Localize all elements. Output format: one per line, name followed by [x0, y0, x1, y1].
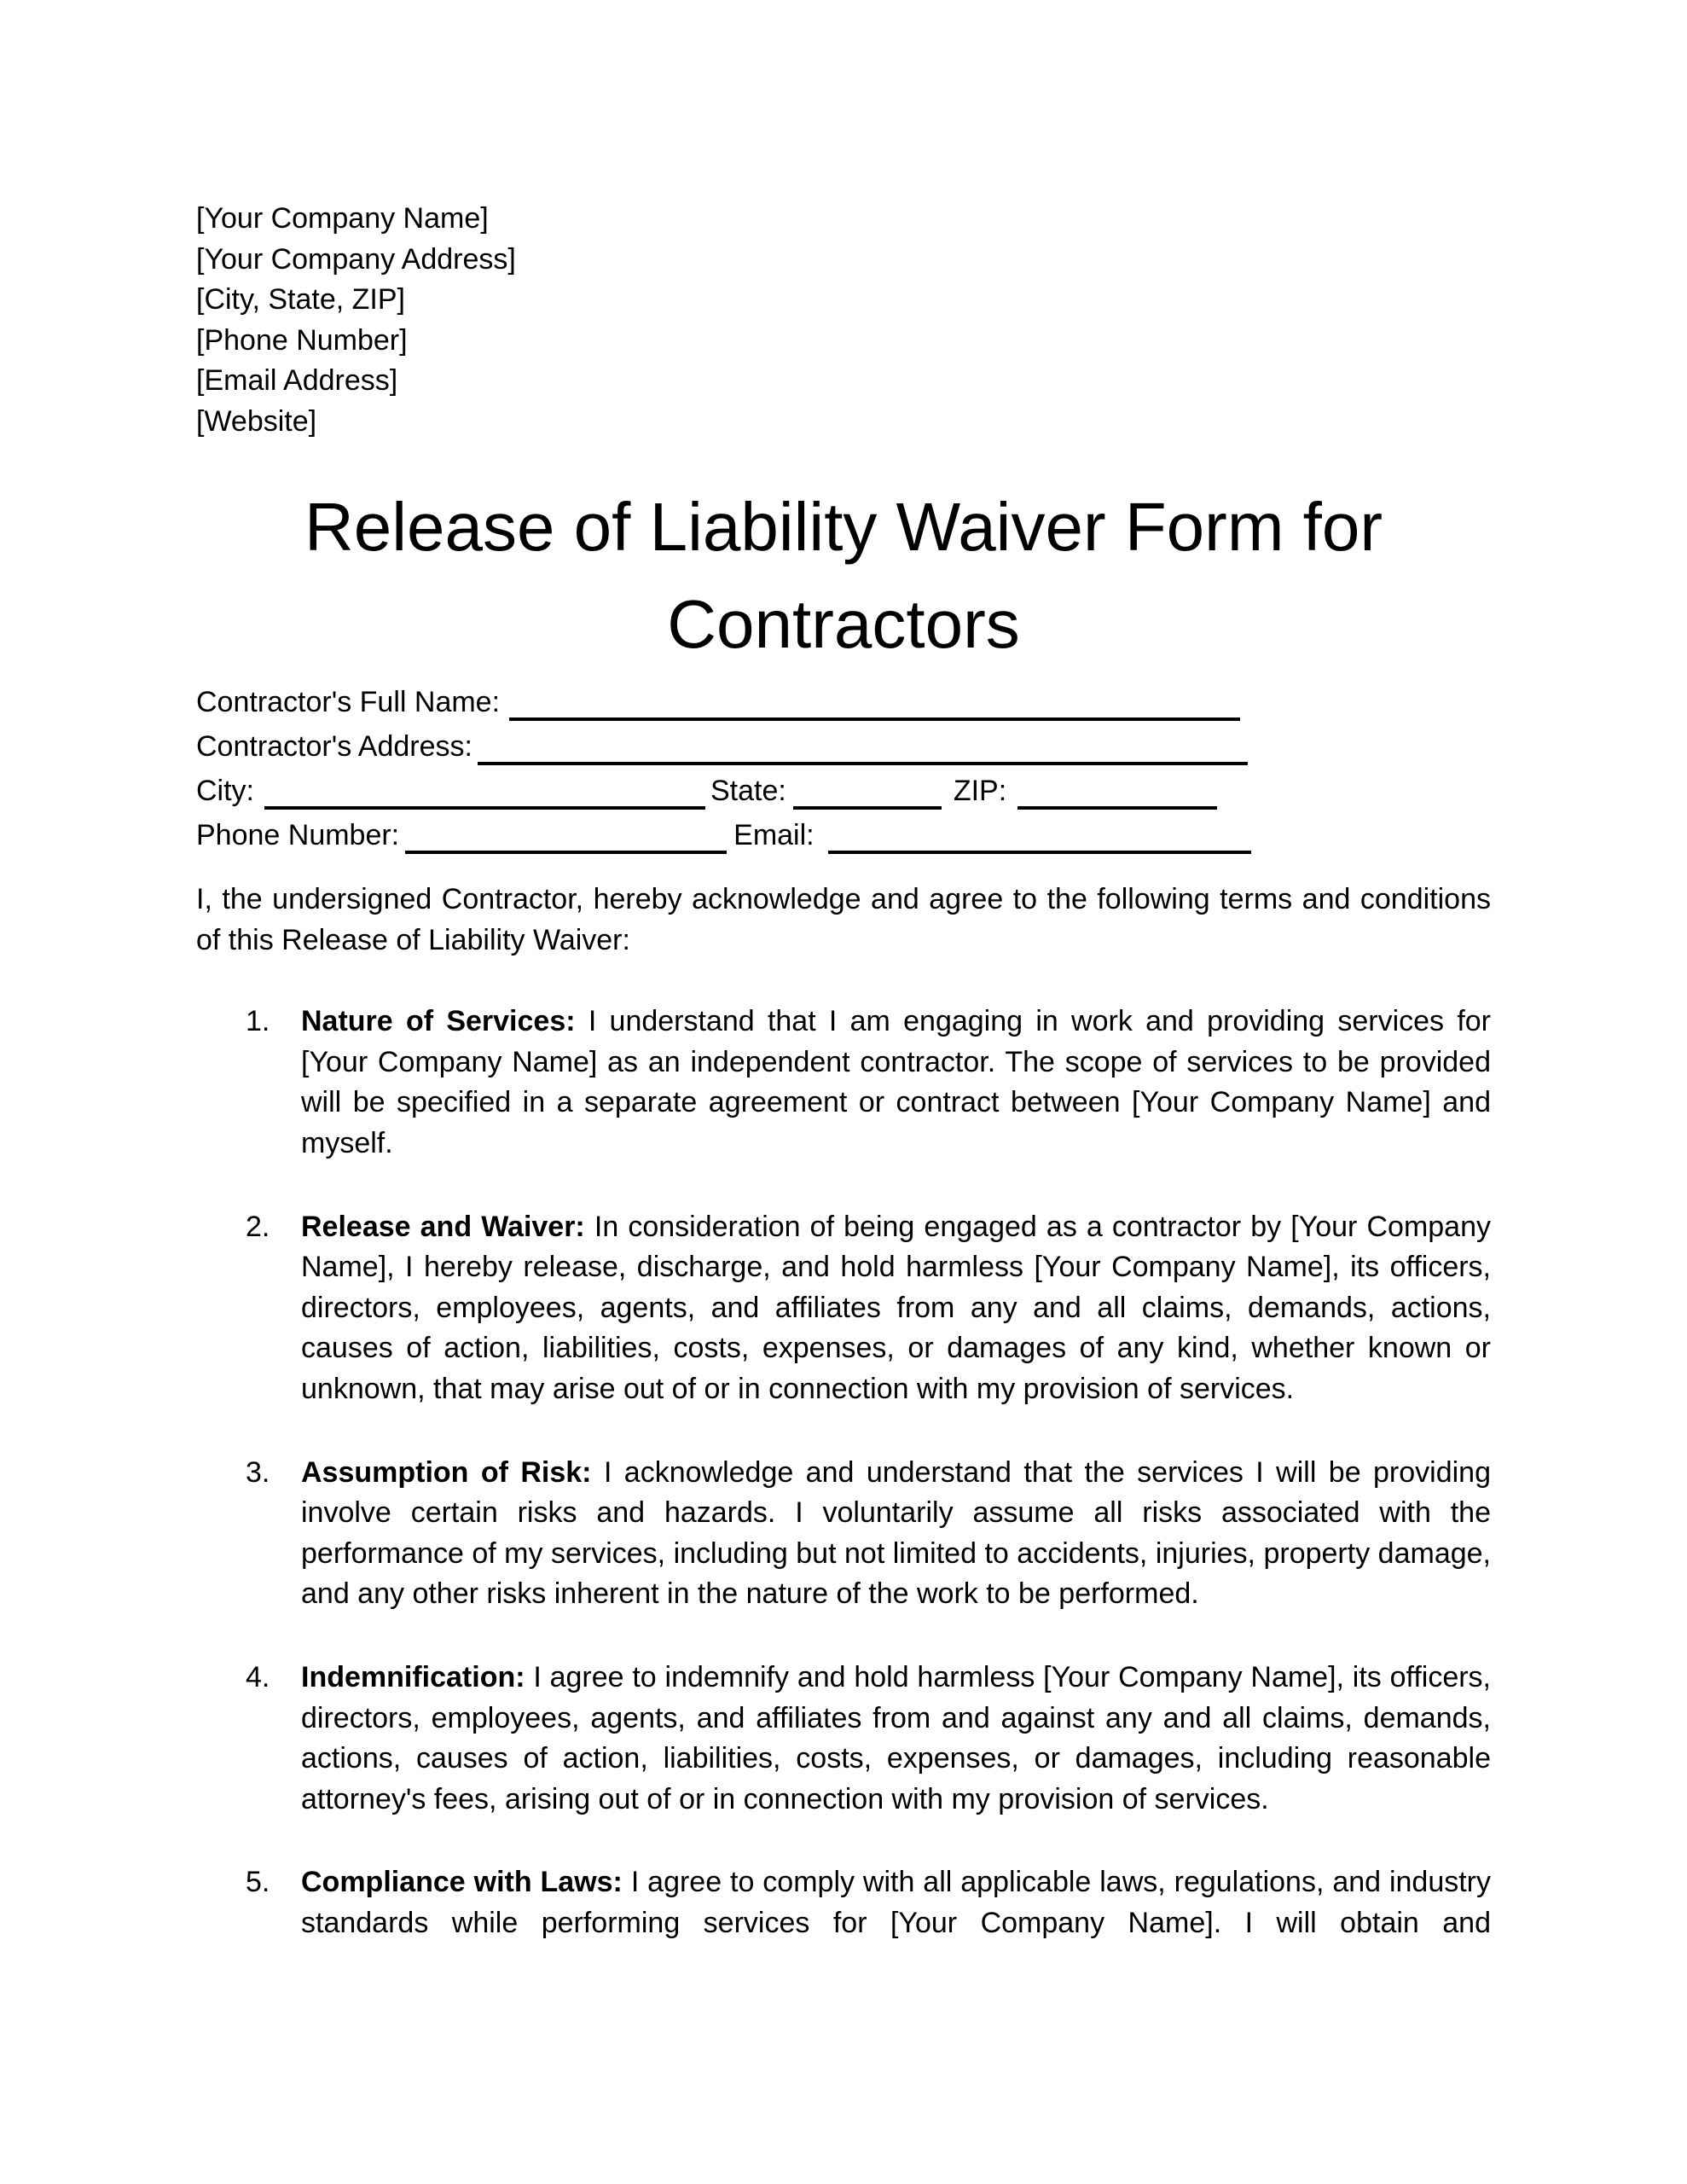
terms-list [196, 1002, 1491, 1943]
company-name-placeholder: [Your Company Name] [196, 202, 489, 235]
term-body: I agree to indemnify and hold harmless [Your Company Name], its officers, directors, employees, agents, and affiliates from and against any and all claims, demands, actions, causes of action, liabilities, costs, expenses, or damages, including reasonable attorney's fees, arising out of or in connection with my provision of services. [301, 1660, 1491, 1815]
term-title: Indemnification: [301, 1660, 525, 1693]
company-city-state-zip-placeholder: [City, State, ZIP] [196, 283, 405, 316]
term-body: I understand that I am engaging in work and providing services for [Your Company Name] as an independent contractor. The scope of services to be provided will be specified in a separate agreement or contract between [Your Company Name] and myself. [301, 1005, 1491, 1159]
city-input-line[interactable] [264, 806, 705, 810]
full-name-row [196, 680, 1491, 724]
term-body: In consideration of being engaged as a contractor by [Your Company Name], I hereby release, discharge, and hold harmless [Your Company Name], its officers, directors, employees, agents, and affiliates from any and all claims, demands, actions, causes of action, liabilities, costs, expenses, or damages of any kind, whether known or unknown, that may arise out of or in connection with my provision of services. [301, 1210, 1491, 1405]
term-number: 3. [246, 1455, 270, 1489]
term-item-compliance-with-laws [196, 1862, 1491, 1943]
full-name-input-line[interactable] [509, 717, 1240, 721]
address-row [196, 724, 1491, 769]
city-label: City: [196, 775, 254, 807]
intro-paragraph: I, the undersigned Contractor, hereby acknowledge and agree to the following terms and conditions of this Release of Liability Waiver: [196, 883, 1491, 956]
zip-label: ZIP: [953, 775, 1007, 807]
email-label: Email: [733, 819, 815, 851]
phone-label: Phone Number: [196, 819, 400, 851]
state-input-line[interactable] [793, 806, 942, 810]
term-title: Release and Waiver: [301, 1210, 585, 1243]
company-email-placeholder: [Email Address] [196, 364, 398, 397]
company-website-placeholder: [Website] [196, 404, 317, 438]
phone-email-row [196, 813, 1491, 857]
address-label: Contractor's Address: [196, 730, 472, 763]
company-address-placeholder: [Your Company Address] [196, 242, 516, 276]
document-title: Release of Liability Waiver Form for Contractors [304, 489, 1383, 662]
term-title: Nature of Services: [301, 1005, 576, 1038]
term-number: 2. [246, 1210, 270, 1243]
address-input-line[interactable] [478, 762, 1248, 765]
term-title: Compliance with Laws: [301, 1866, 623, 1899]
term-item-indemnification [196, 1658, 1491, 1820]
phone-input-line[interactable] [405, 851, 727, 854]
term-number: 1. [246, 1005, 270, 1038]
company-phone-placeholder: [Phone Number] [196, 323, 408, 357]
company-info-block [196, 199, 1491, 442]
term-item-release-and-waiver [196, 1207, 1491, 1410]
term-item-assumption-of-risk [196, 1453, 1491, 1615]
email-input-line[interactable] [828, 851, 1251, 854]
term-item-nature-of-services [196, 1002, 1491, 1164]
term-title: Assumption of Risk: [301, 1455, 592, 1489]
contractor-form [196, 680, 1491, 857]
term-body: I acknowledge and understand that the services I will be providing involve certain risks and hazards. I voluntarily assume all risks associated with the performance of my services, including but not limited to accidents, injuries, property damage, and any other risks inherent in the nature of the work to be performed. [301, 1455, 1491, 1611]
term-number: 5. [246, 1866, 270, 1899]
zip-input-line[interactable] [1017, 806, 1217, 810]
term-body: I agree to comply with all applicable laws, regulations, and industry standards while performing services for [Your Company Name]. I will obtain and [301, 1866, 1492, 1939]
state-label: State: [710, 775, 786, 807]
city-state-zip-row [196, 769, 1491, 813]
term-number: 4. [246, 1660, 270, 1693]
full-name-label: Contractor's Full Name: [196, 686, 501, 718]
